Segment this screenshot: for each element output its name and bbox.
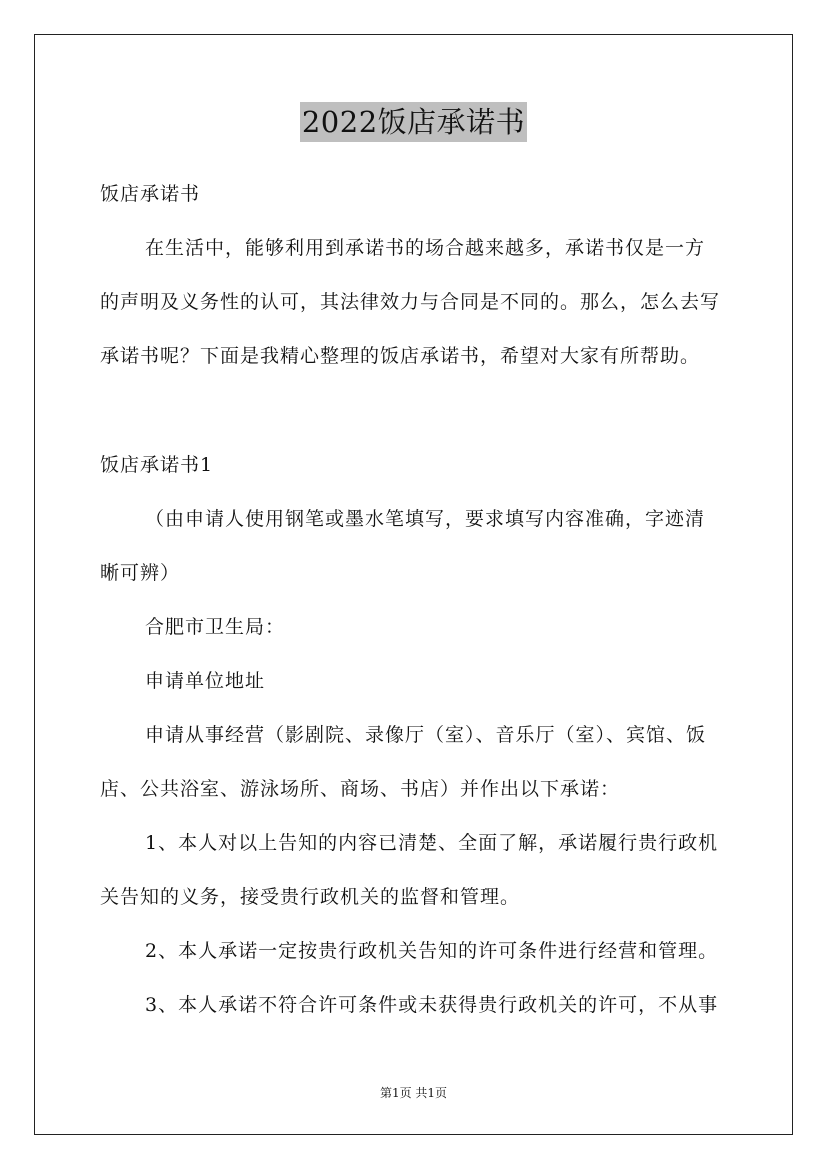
commitment-item: 1、本人对以上告知的内容已清楚、全面了解，承诺履行贵行政机 xyxy=(145,832,719,854)
paragraph-line: 晰可辨） xyxy=(100,562,181,584)
document-title: 2022饭店承诺书 xyxy=(300,102,527,142)
heading-line: 饭店承诺书 xyxy=(100,183,201,205)
addressee-line: 合肥市卫生局： xyxy=(145,616,286,638)
commitment-item: 2、本人承诺一定按贵行政机关告知的许可条件进行经营和管理。 xyxy=(145,940,719,962)
section-heading: 饭店承诺书1 xyxy=(100,454,214,476)
paragraph-line: （由申请人使用钢笔或墨水笔填写，要求填写内容准确，字迹清 xyxy=(145,508,706,530)
paragraph-line: 的声明及义务性的认可，其法律效力与合同是不同的。那么，怎么去写 xyxy=(100,291,721,313)
paragraph-line: 在生活中，能够利用到承诺书的场合越来越多，承诺书仅是一方 xyxy=(145,237,706,259)
page-footer: 第1页 共1页 xyxy=(379,1086,448,1100)
title-container xyxy=(0,102,827,142)
paragraph-line: 申请从事经营（影剧院、录像厅（室）、音乐厅（室）、宾馆、饭 xyxy=(145,724,707,746)
commitment-item: 关告知的义务，接受贵行政机关的监督和管理。 xyxy=(100,886,521,908)
paragraph-line: 承诺书呢？下面是我精心整理的饭店承诺书，希望对大家有所帮助。 xyxy=(100,345,701,367)
commitment-item: 3、本人承诺不符合许可条件或未获得贵行政机关的许可，不从事 xyxy=(145,994,719,1016)
field-line: 申请单位地址 xyxy=(145,670,266,692)
paragraph-line: 店、公共浴室、游泳场所、商场、书店）并作出以下承诺： xyxy=(100,778,621,800)
